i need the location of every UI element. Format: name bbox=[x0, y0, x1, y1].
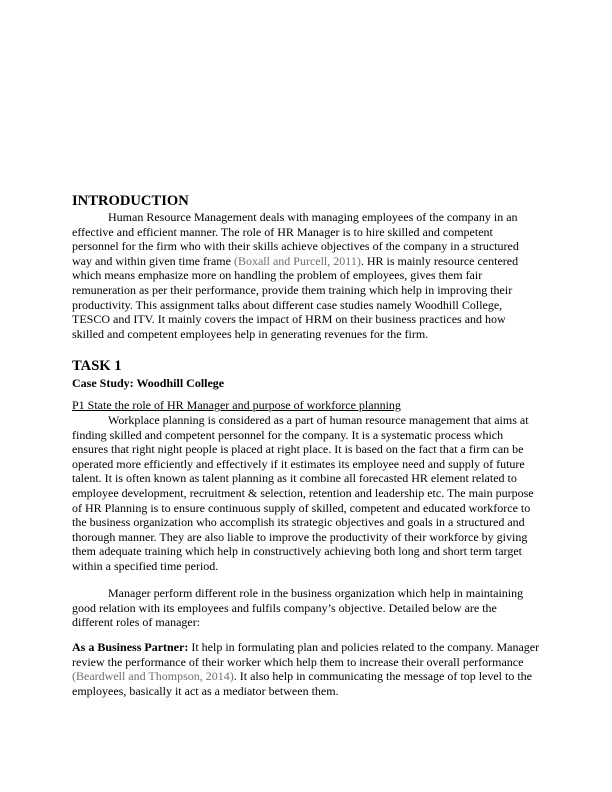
workforce-planning-paragraph bbox=[72, 413, 540, 574]
introduction-heading: INTRODUCTION bbox=[72, 193, 189, 209]
business-partner-label: As a Business Partner: bbox=[72, 640, 189, 654]
citation-boxall-purcell: (Boxall and Purcell, 2011) bbox=[233, 253, 361, 268]
p1-title-text: P1 State the role of HR Manager and purpose of workforce planning bbox=[72, 398, 401, 412]
business-partner-text-1: It help in formulating plan and policies related to the company. Manager review the performance of their worker which help them to increase their overall performance bbox=[72, 640, 540, 669]
manager-roles-text: Manager perform different role in the business organization which help in maintaining good relation with its employees and fulfils company’s objective. Detailed below are the different roles of manager: bbox=[72, 586, 524, 630]
citation-beardwell-thompson: (Beardwell and Thompson, 2014) bbox=[72, 669, 234, 684]
p1-title bbox=[72, 398, 540, 413]
introduction-text-1: Human Resource Management deals with managing employees of the company in an effective and efficient manner. The role of HR Manager is to hire skilled and competent personnel for the firm who with their skills achieve objectives of the company in a structured way and within given time frame bbox=[72, 210, 519, 268]
introduction-paragraph bbox=[72, 210, 540, 341]
business-partner-text-2: . It also help in communicating the message of top level to the employees, basically it act as a mediator between them. bbox=[72, 669, 533, 698]
business-partner-paragraph bbox=[72, 640, 540, 698]
task1-heading: TASK 1 bbox=[72, 358, 122, 374]
case-study-heading: Case Study: Woodhill College bbox=[72, 376, 225, 390]
workforce-planning-text: Workplace planning is considered as a part of human resource management that aims at finding skilled and competent personnel for the company. It is a systematic process which ensures that right night people is placed at right place. It is based on the fact that a firm can be operated more efficiently and effectively if it estimates its employee need and supply of future talent. It is often known as talent planning as it combine all forecasted HR element related to employee development, recruitment & selection, retention and leadership etc. The main purpose of HR Planning is to ensure continuous supply of skilled, competent and educated workforce to the business organization who accomplish its strategic objectives and goals in a structured and thorough manner. They are also liable to improve the productivity of their workforce by giving them adequate training which help in constructively achieving both long and short term target within a specified time period. bbox=[72, 413, 534, 573]
manager-roles-paragraph bbox=[72, 586, 540, 630]
introduction-text-2: . HR is mainly resource centered which means emphasize more on handling the problem of employees, gives them fair remuneration as per their performance, provide them training which help in improving their productivity. This assignment talks about different case studies namely Woodhill College, TESCO and ITV. It mainly covers the impact of HRM on their business practices and how skilled and competent employees help in generating revenues for the firm. bbox=[72, 253, 519, 341]
